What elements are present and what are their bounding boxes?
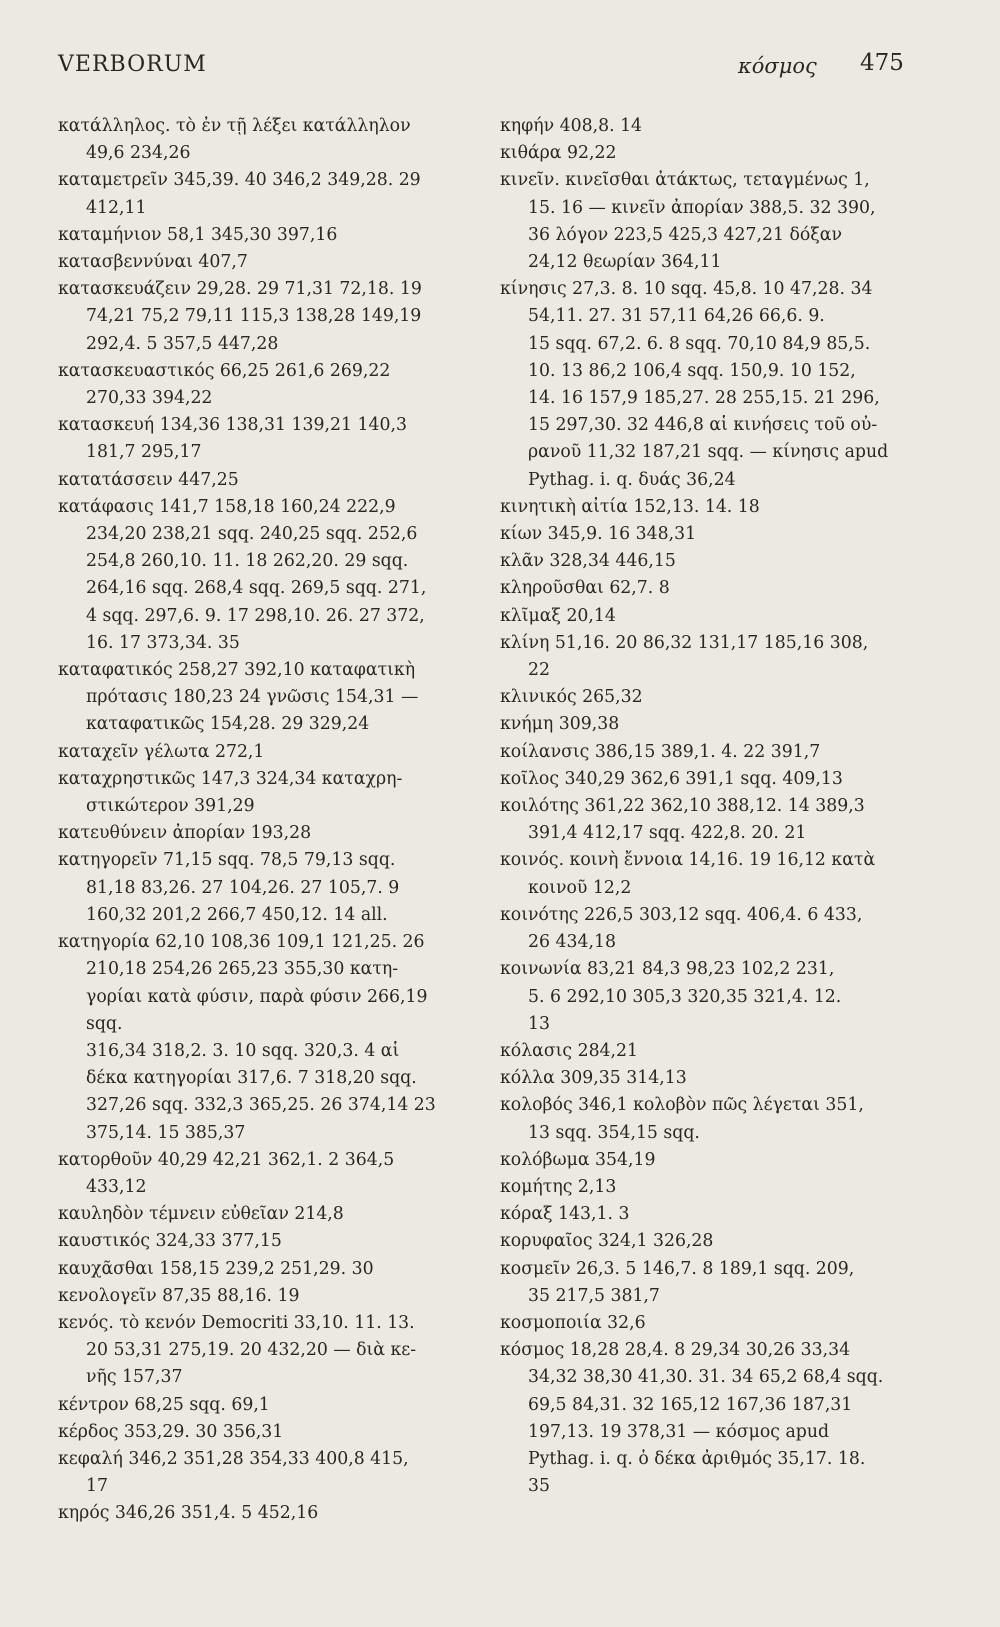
index-entry: κοινός. κοινὴ ἔννοια 14,16. 19 16,12 κατὰ κοινοῦ 12,2: [500, 850, 876, 898]
index-entry: κόσμος 18,28 28,4. 8 29,34 30,26 33,34 34,32 38,30 41,30. 31. 34 65,2 68,4 sqq. 69,5 84,31. 32 165,12 167,36 187,31 197,13. 19 378,31 — κόσμος apud Pythag. i. q. ὁ δέκα ἀριθμός 35,17. 18. 35: [500, 1340, 884, 1497]
index-entry: κομήτης 2,13: [500, 1176, 617, 1197]
index-entry: κοσμεῖν 26,3. 5 146,7. 8 189,1 sqq. 209, 35 217,5 381,7: [500, 1258, 855, 1306]
running-head-keyword: κόσμος: [738, 54, 817, 78]
index-entry: κολοβός 346,1 κολοβὸν πῶς λέγεται 351, 13 sqq. 354,15 sqq.: [500, 1095, 864, 1143]
index-entry: κολόβωμα 354,19: [500, 1149, 656, 1170]
index-entry: κατασκευαστικός 66,25 261,6 269,22 270,33 394,22: [58, 360, 391, 409]
index-entry: κληροῦσθαι 62,7. 8: [500, 578, 670, 599]
index-entry: κλίνη 51,16. 20 86,32 131,17 185,16 308, 22: [500, 632, 869, 681]
index-entry: κοίλανσις 386,15 389,1. 4. 22 391,7: [500, 741, 821, 762]
index-entry: κατορθοῦν 40,29 42,21 362,1. 2 364,5 433,12: [58, 1149, 395, 1197]
index-entry: κατευθύνειν ἀπορίαν 193,28: [58, 823, 312, 844]
index-entry: κατηγορία 62,10 108,36 109,1 121,25. 26 210,18 254,26 265,23 355,30 κατη- γορίαι κατὰ φύσιν, παρὰ φύσιν 266,19 sqq. 316,34 318,2. 3. 10 sqq. 320,3. 4 αἱ δέκα κατηγορίαι 317,6. 7 318,20 sqq. 327,26 sqq. 332,3 365,25. 26 374,14 23 375,14. 15 385,37: [58, 932, 436, 1143]
index-entry: κενός. τὸ κενόν Democriti 33,10. 11. 13. 20 53,31 275,19. 20 432,20 — διὰ κε- νῆς 157,37: [58, 1312, 417, 1388]
index-entry: κέντρον 68,25 sqq. 69,1: [58, 1394, 270, 1415]
page-number: 475: [860, 50, 904, 76]
index-entry: κατασκευάζειν 29,28. 29 71,31 72,18. 19 74,21 75,2 79,11 115,3 138,28 149,19 292,4. 5 357,5 447,28: [58, 279, 422, 354]
left-index-column: [58, 113, 468, 1528]
index-entry: κόραξ 143,1. 3: [500, 1204, 630, 1225]
running-head-left: VERBORUM: [58, 52, 207, 77]
index-entry: κατάλληλος. τὸ ἐν τῇ λέξει κατάλληλον 49,6 234,26: [58, 116, 411, 164]
index-entry: καυστικός 324,33 377,15: [58, 1231, 282, 1252]
index-entry: κόλλα 309,35 314,13: [500, 1068, 687, 1089]
index-entry: κλᾶν 328,34 446,15: [500, 551, 676, 572]
index-entry: κεφαλή 346,2 351,28 354,33 400,8 415, 17: [58, 1448, 409, 1497]
index-entry: κοινότης 226,5 303,12 sqq. 406,4. 6 433, 26 434,18: [500, 904, 863, 953]
index-entry: κιθάρα 92,22: [500, 143, 617, 164]
index-entry: κηφήν 408,8. 14: [500, 116, 643, 136]
index-entry: κίνησις 27,3. 8. 10 sqq. 45,8. 10 47,28. 34 54,11. 27. 31 57,11 64,26 66,6. 9. 15 sqq. 67,2. 6. 8 sqq. 70,10 84,9 85,5. 10. 13 86,2 106,4 sqq. 150,9. 10 152, 14. 16 157,9 185,27. 28 255,15. 21 296, 15 297,30. 32 446,8 αἱ κινήσεις τοῦ οὐ- ρανοῦ 11,32 187,21 sqq. — κίνησις apud Pythag. i. q. δυάς 36,24: [500, 279, 889, 490]
index-entry: καταμετρεῖν 345,39. 40 346,2 349,28. 29 412,11: [58, 170, 421, 218]
index-entry: κοῖλος 340,29 362,6 391,1 sqq. 409,13: [500, 768, 843, 789]
index-entry: κοσμοποιία 32,6: [500, 1312, 646, 1333]
index-entry: κνήμη 309,38: [500, 714, 620, 735]
index-entry: καταχρηστικῶς 147,3 324,34 καταχρη- στικώτερον 391,29: [58, 768, 403, 817]
index-entry: κατάφασις 141,7 158,18 160,24 222,9 234,20 238,21 sqq. 240,25 sqq. 252,6 254,8 260,10. 11. 18 262,20. 29 sqq. 264,16 sqq. 268,4 sqq. 269,5 sqq. 271, 4 sqq. 297,6. 9. 17 298,10. 26. 27 372, 16. 17 373,34. 35: [58, 496, 427, 653]
index-entry: κινεῖν. κινεῖσθαι ἀτάκτως, τεταγμένως 1, 15. 16 — κινεῖν ἀπορίαν 388,5. 32 390, 36 λόγον 223,5 425,3 427,21 δόξαν 24,12 θεωρίαν 364,11: [500, 170, 876, 273]
index-entry: κενολογεῖν 87,35 88,16. 19: [58, 1285, 300, 1306]
index-entry: κινητικὴ αἰτία 152,13. 14. 18: [500, 496, 760, 517]
index-entry: κατηγορεῖν 71,15 sqq. 78,5 79,13 sqq. 81,18 83,26. 27 104,26. 27 105,7. 9 160,32 201,2 266,7 450,12. 14 all.: [58, 850, 400, 925]
index-entry: κλῖμαξ 20,14: [500, 605, 616, 626]
index-entry: καυχᾶσθαι 158,15 239,2 251,29. 30: [58, 1258, 374, 1279]
index-entry: κορυφαῖος 324,1 326,28: [500, 1231, 714, 1252]
index-entry: κατασκευή 134,36 138,31 139,21 140,3 181,7 295,17: [58, 415, 407, 463]
index-entry: κατασβεννύναι 407,7: [58, 252, 248, 273]
index-entry: καταφατικός 258,27 392,10 καταφατικὴ πρότασις 180,23 24 γνῶσις 154,31 — καταφατικῶς 154,28. 29 329,24: [58, 660, 419, 735]
index-entry: καυληδὸν τέμνειν εὐθεῖαν 214,8: [58, 1204, 344, 1225]
index-entry: κοιλότης 361,22 362,10 388,12. 14 389,3 391,4 412,17 sqq. 422,8. 20. 21: [500, 796, 865, 844]
index-entry: κίων 345,9. 16 348,31: [500, 524, 697, 545]
index-entry: καταχεῖν γέλωτα 272,1: [58, 741, 265, 762]
index-entry: κατατάσσειν 447,25: [58, 469, 239, 490]
index-entry: κλινικός 265,32: [500, 687, 643, 708]
index-entry: κοινωνία 83,21 84,3 98,23 102,2 231, 5. 6 292,10 305,3 320,35 321,4. 12. 13: [500, 959, 842, 1034]
index-entry: κόλασις 284,21: [500, 1040, 639, 1061]
index-entry: κηρός 346,26 351,4. 5 452,16: [58, 1503, 319, 1524]
index-entry: καταμήνιον 58,1 345,30 397,16: [58, 224, 338, 245]
right-index-column: [500, 113, 910, 1500]
index-entry: κέρδος 353,29. 30 356,31: [58, 1421, 284, 1442]
